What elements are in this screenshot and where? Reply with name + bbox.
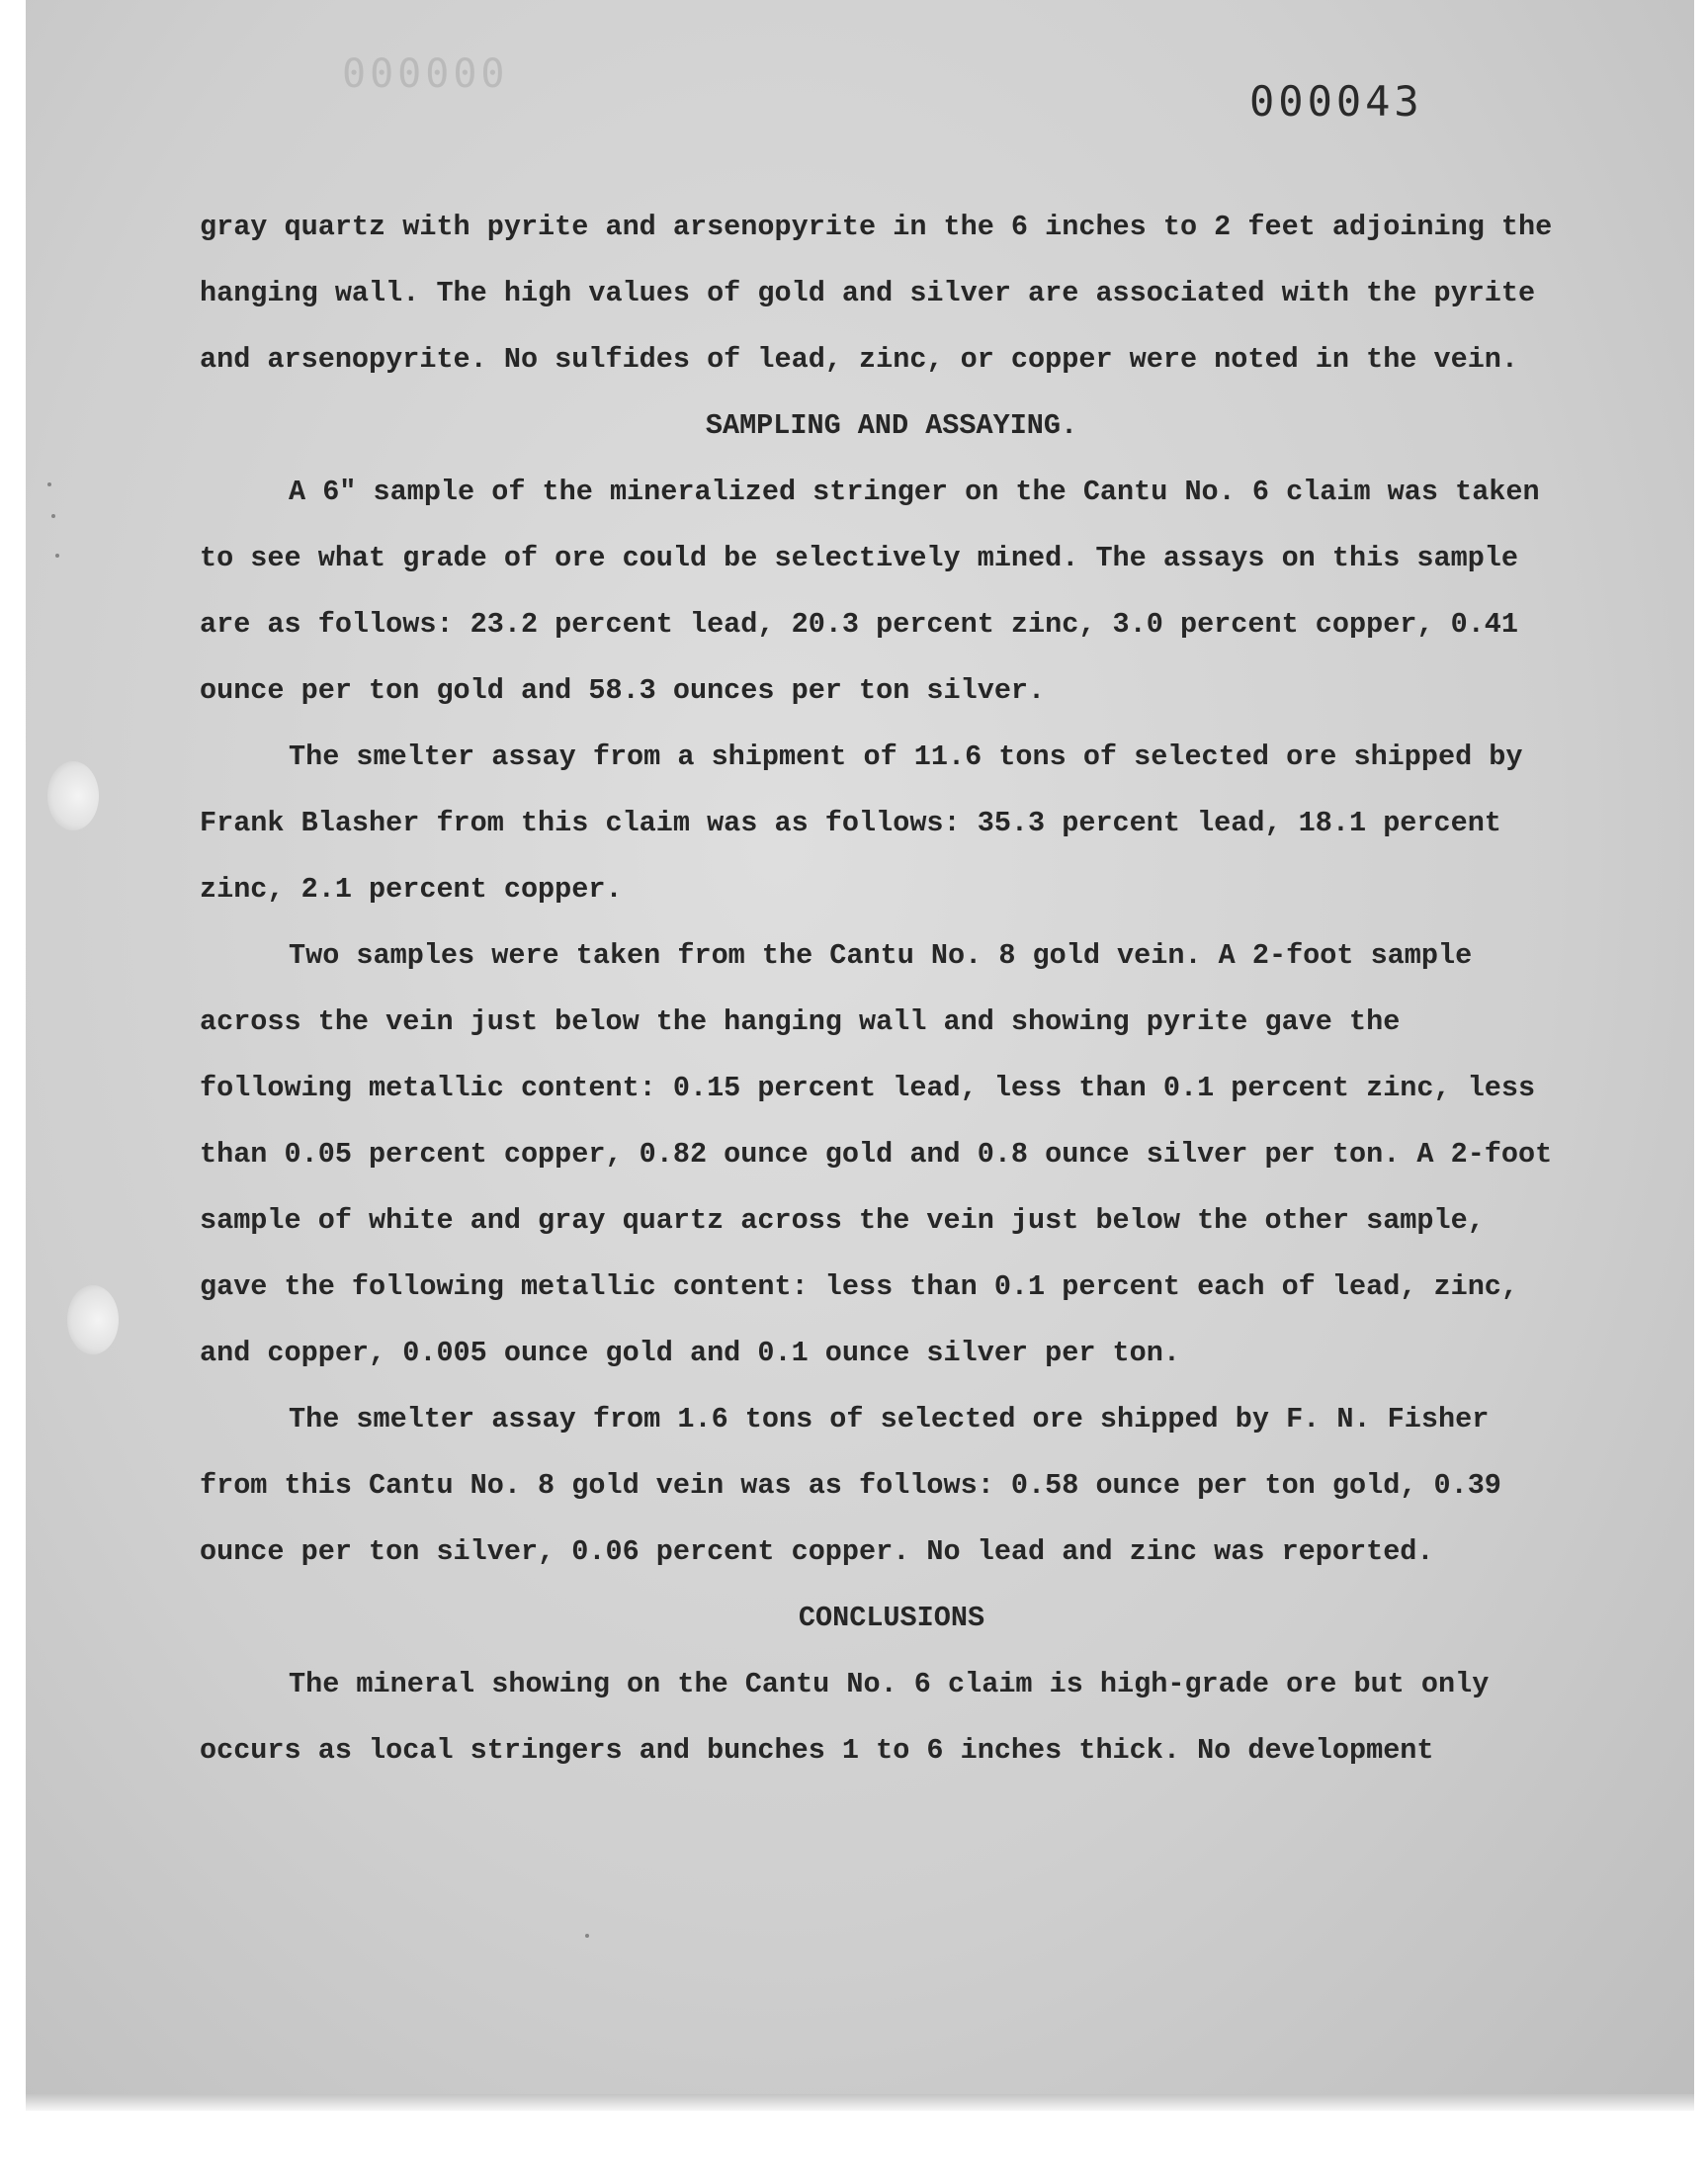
punch-hole-upper: [47, 761, 99, 830]
punch-hole-lower: [67, 1285, 119, 1354]
faint-stamp-number: 000000: [342, 51, 509, 97]
paragraph-cantu-8-samples: Two samples were taken from the Cantu No. 8 gold vein. A 2-foot sample across the vein just below the hanging wall and showing pyrite gave the following metallic content: 0.15 percent lead, less than 0.1 percent zinc, less than 0.05 percent copper, 0.82 ounce gold and 0.8 ounce silver per ton. A 2-foot sample of white and gray quartz across the vein just below the other sample, gave the following metallic content: less than 0.1 percent each of lead, zinc, and copper, 0.005 ounce gold and 0.1 ounce silver per ton.: [200, 939, 1553, 1369]
speck: [55, 554, 59, 558]
paragraph-conclusions: The mineral showing on the Cantu No. 6 claim is high-grade ore but only occurs as local stringers and bunches 1 to 6 inches thick. No development: [200, 1668, 1490, 1767]
heading-conclusions: CONCLUSIONS: [798, 1602, 985, 1634]
body-text: [200, 194, 1564, 1784]
heading-sampling-and-assaying: SAMPLING AND ASSAYING.: [705, 409, 1078, 442]
speck: [585, 1934, 589, 1938]
paragraph-cantu-6-sample: A 6" sample of the mineralized stringer on the Cantu No. 6 claim was taken to see what grade of ore could be selectively mined. The assays on this sample are as follows: 23.2 percent lead, 20.3 percent zinc, 3.0 percent copper, 0.41 ounce per ton gold and 58.3 ounces per ton silver.: [200, 476, 1540, 707]
paragraph-vein-description: gray quartz with pyrite and arsenopyrite in the 6 inches to 2 feet adjoining the hanging wall. The high values of gold and silver are associated with the pyrite and arsenopyrite. No sulfides of lead, zinc, or copper were noted in the vein.: [200, 211, 1553, 376]
document-page: [26, 0, 1694, 2111]
page-bottom-edge: [26, 2094, 1694, 2111]
page-number: 000043: [1249, 77, 1423, 126]
speck: [51, 514, 55, 518]
speck: [47, 482, 51, 486]
paragraph-fisher-shipment: The smelter assay from 1.6 tons of selected ore shipped by F. N. Fisher from this Cantu No. 8 gold vein was as follows: 0.58 ounce per ton gold, 0.39 ounce per ton silver, 0.06 percent copper. No lead and zinc was reported.: [200, 1403, 1501, 1568]
paragraph-blasher-shipment: The smelter assay from a shipment of 11.6 tons of selected ore shipped by Frank Blasher from this claim was as follows: 35.3 percent lead, 18.1 percent zinc, 2.1 percent copper.: [200, 740, 1523, 906]
